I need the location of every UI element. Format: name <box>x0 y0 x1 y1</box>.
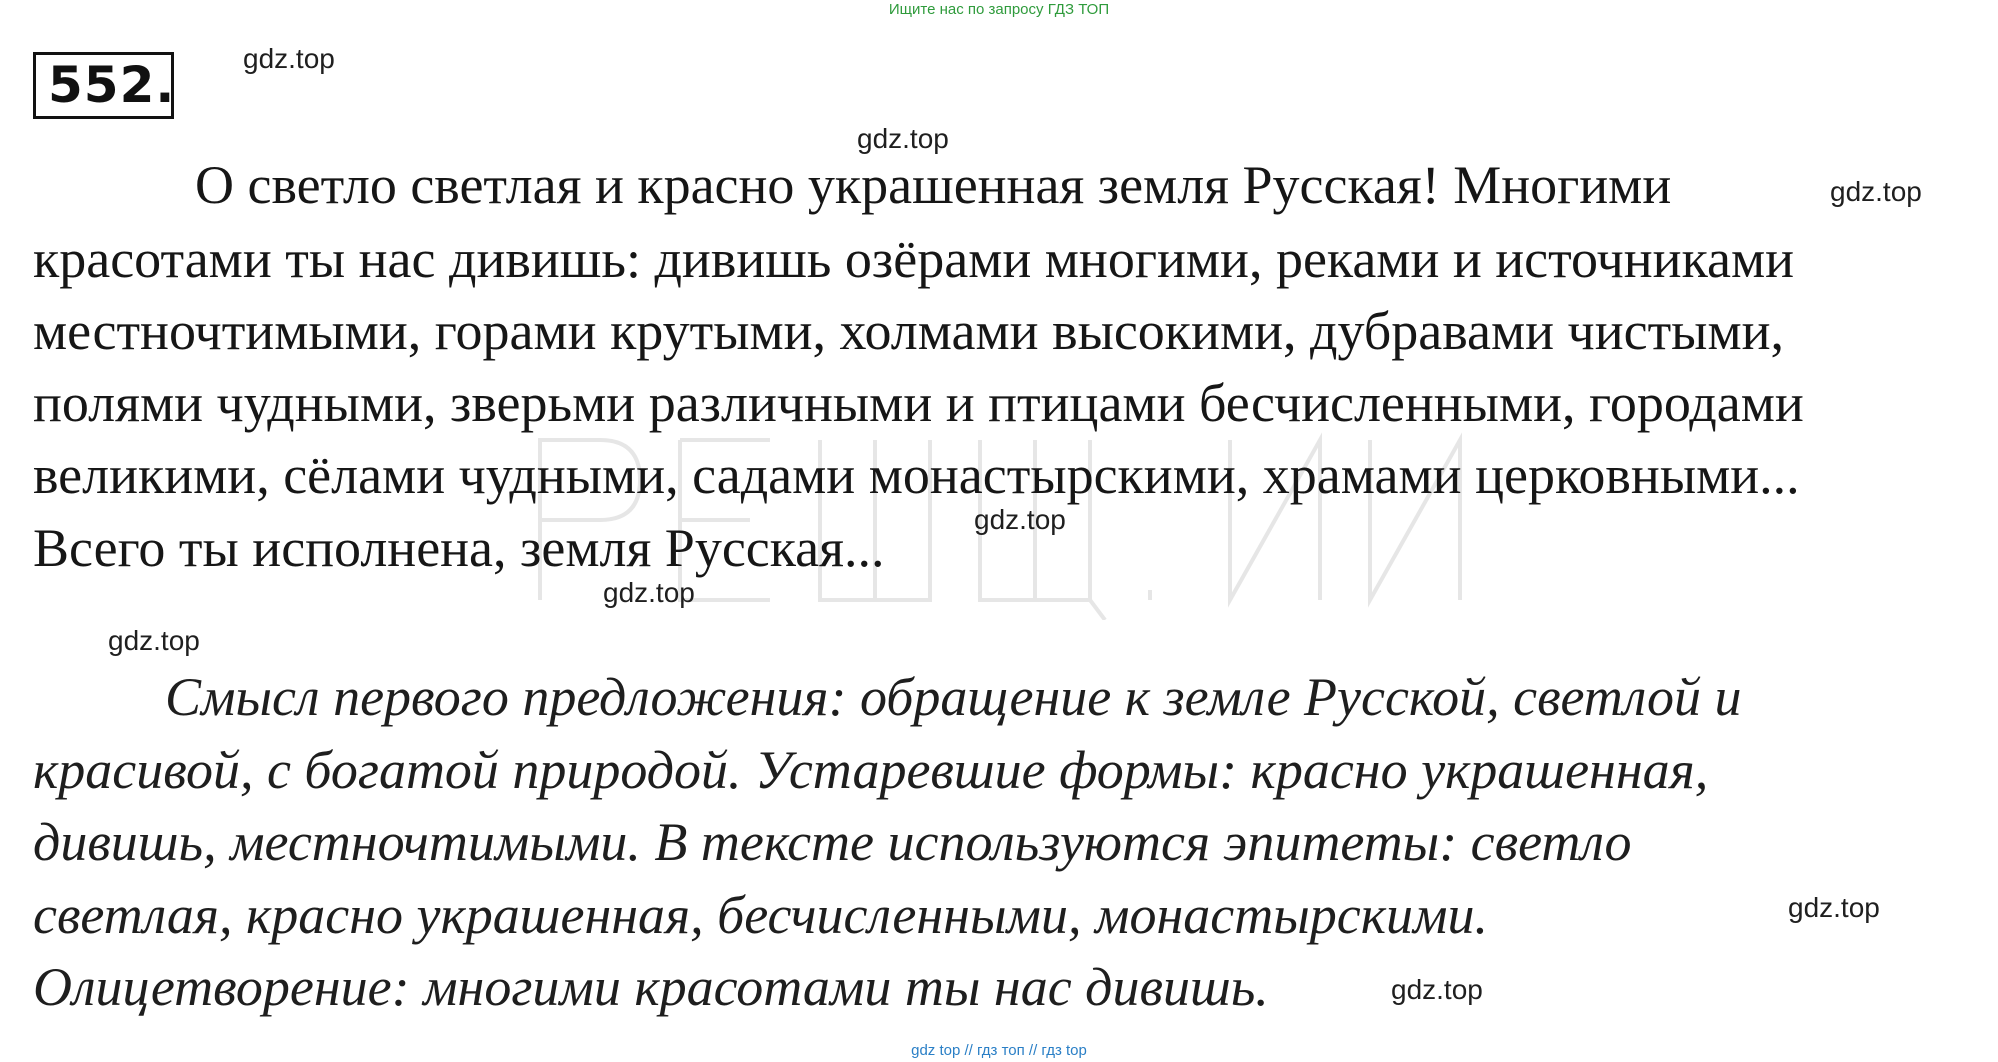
answer-line: красивой, с богатой природой. Устаревшие формы: красно украшенная, <box>33 740 1709 800</box>
text-line: полями чудными, зверьми различными и птицами бесчисленными, городами <box>33 373 1804 433</box>
watermark: gdz.top <box>974 504 1066 535</box>
top-banner: Ищите нас по запросу ГДЗ ТОП <box>888 1 1110 18</box>
text-line: великими, сёлами чудными, садами монастырскими, храмами церковными... <box>33 445 1800 505</box>
watermark: gdz.top <box>1788 892 1880 923</box>
watermark: gdz.top <box>243 43 335 74</box>
answer-line: Смысл первого предложения: обращение к земле Русской, светлой и <box>165 667 1742 727</box>
answer-line: дивишь, местночтимыми. В тексте используются эпитеты: светло <box>33 812 1632 872</box>
answer-line: светлая, красно украшенная, бесчисленными, монастырскими. <box>33 885 1488 945</box>
watermark: gdz.top <box>108 625 200 656</box>
text-line: Всего ты исполнена, земля Русская... <box>33 518 885 578</box>
text-line: красотами ты нас дивишь: дивишь озёрами многими, реками и источниками <box>33 229 1795 289</box>
answer-line: Олицетворение: многими красотами ты нас дивишь. <box>33 957 1269 1017</box>
watermark: gdz.top <box>1830 176 1922 207</box>
exercise-number: 552. <box>33 52 174 119</box>
text-line: местночтимыми, горами крутыми, холмами высокими, дубравами чистыми, <box>33 301 1785 361</box>
watermark: gdz.top <box>603 577 695 608</box>
watermark: gdz.top <box>1391 974 1483 1005</box>
text-line: О светло светлая и красно украшенная земля Русская! Многими <box>195 155 1672 215</box>
bottom-banner: gdz top // гдз топ // гдз top <box>911 1042 1087 1059</box>
watermark: gdz.top <box>857 123 949 154</box>
